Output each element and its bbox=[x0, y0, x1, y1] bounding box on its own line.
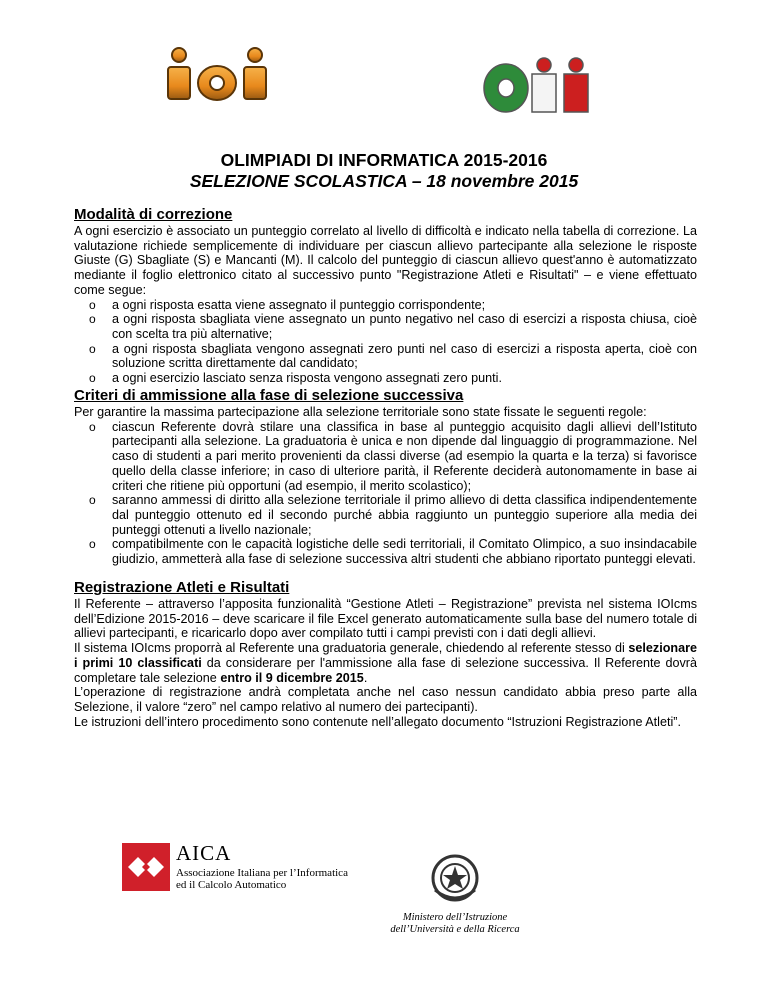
document-subtitle: SELEZIONE SCOLASTICA – 18 novembre 2015 bbox=[189, 171, 579, 191]
section-paragraph bbox=[74, 641, 697, 685]
section-paragraph: A ogni esercizio è associato un punteggio correlato al livello di difficoltà e indicato nella tabella di correzione. La valutazione richiede semplicemente di individuare per ciascun allievo partecipante alla selezione le risposte Giuste (G) Sbagliate (S) e Mancanti (M). Il calcolo del punteggio di ciascun allievo quest'anno è automatizzato mediante il foglio elettronico citato al successivo punto "Registrazione Atleti e Risultati" – e viene effettuato come segue: bbox=[74, 224, 697, 297]
list-item: o a ogni risposta sbagliata viene assegnato un punto negativo nel caso di esercizi a risposta chiusa, cioè con scelta tra più alternative; bbox=[112, 312, 697, 341]
republic-emblem-icon bbox=[427, 850, 483, 906]
section-heading: Modalità di correzione bbox=[74, 206, 233, 223]
text-run: Il sistema IOIcms proporrà al Referente una graduatoria generale, chiedendo al referente stesso di bbox=[74, 641, 629, 656]
oii-logo bbox=[480, 56, 608, 116]
bold-text: entro il 9 dicembre 2015 bbox=[220, 670, 364, 685]
miur-line: Ministero dell’Istruzione bbox=[402, 912, 508, 923]
bold-text: selezionare i primi 10 classificati bbox=[74, 641, 697, 670]
list-item: o a ogni risposta sbagliata vengono assegnati zero punti nel caso di esercizi a risposta aperta, cioè con soluzione scritta direttamente dal candidato; bbox=[112, 342, 697, 371]
section-criteri bbox=[74, 387, 697, 567]
miur-logo bbox=[380, 850, 530, 936]
aica-mark-icon bbox=[122, 843, 170, 891]
section-heading: Registrazione Atleti e Risultati bbox=[74, 579, 290, 596]
section-paragraph: Per garantire la massima partecipazione alla selezione territoriale sono state fissate le seguenti regole: bbox=[74, 405, 647, 419]
section-paragraph: L’operazione di registrazione andrà completata anche nel caso nessun candidato abbia preso parte alla Selezione, il valore “zero” nel campo relativo al numero dei partecipanti). bbox=[74, 685, 697, 714]
ioi-logo bbox=[163, 45, 271, 105]
text-run: da considerare per l'ammissione alla fase di selezione successiva. Il Referente dovrà completare tale selezione bbox=[74, 655, 697, 685]
aica-sub-line: Associazione Italiana per l’Informatica bbox=[176, 867, 348, 879]
section-registrazione bbox=[74, 579, 697, 729]
aica-logo bbox=[122, 843, 382, 903]
aica-name: AICA bbox=[176, 841, 232, 865]
section-paragraph: Le istruzioni dell’intero procedimento sono contenute nell’allegato documento “Istruzioni Registrazione Atleti”. bbox=[74, 714, 681, 729]
list-item: o a ogni risposta esatta viene assegnato il punteggio corrispondente; bbox=[112, 298, 697, 313]
list-item: o compatibilmente con le capacità logistiche delle sedi territoriali, il Comitato Olimpico, a suo insindacabile giudizio, ammetterà alla fase di selezione successiva altri studenti che abbiano riportato punteggi elevati. bbox=[112, 537, 697, 566]
list-item: o saranno ammessi di diritto alla selezione territoriale il primo allievo di detta classifica indipendentemente dal punteggio ottenuto ed il secondo purché abbia raggiunto un punteggio superiore alla media dei punteggi ottenuti a livello nazionale; bbox=[112, 493, 697, 537]
list-item: o ciascun Referente dovrà stilare una classifica in base al punteggio acquisito dagli allievi dell’Istituto partecipanti alla selezione. La graduatoria è unica e non dipende dal linguaggio di programmazione. Nel caso di studenti a pari merito provenienti da classi diverse (ad esempio la quarta e la terza) si favorisce quello della classe inferiore; in caso di ulteriore parità, il Referente deciderà autonomamente in base ai criteri che ritiene più opportuni (ad esempio, il merito scolastico); bbox=[112, 420, 697, 494]
bullet-list bbox=[74, 298, 697, 386]
text-run: . bbox=[363, 670, 368, 685]
miur-line: dell’Università e della Ricerca bbox=[390, 924, 520, 935]
section-modalita bbox=[74, 206, 697, 386]
bullet-list bbox=[74, 420, 697, 567]
miur-name bbox=[380, 912, 530, 936]
list-item: o a ogni esercizio lasciato senza risposta vengono assegnati zero punti. bbox=[112, 371, 697, 386]
document-title: OLIMPIADI DI INFORMATICA 2015-2016 bbox=[220, 150, 548, 170]
section-heading: Criteri di ammissione alla fase di selezione successiva bbox=[74, 387, 464, 404]
aica-sub-line: ed il Calcolo Automatico bbox=[176, 879, 287, 891]
aica-subtitle bbox=[176, 867, 396, 891]
section-paragraph: Il Referente – attraverso l’apposita funzionalità “Gestione Atleti – Registrazione” prevista nel sistema IOIcms dell’Edizione 2015-2016 – deve scaricare il file Excel generato automaticamente sulla base del numero totale di allievi partecipanti, e ricaricarlo dopo aver compilato tutti i campi previsti con i dati degli allievi. bbox=[74, 597, 697, 641]
